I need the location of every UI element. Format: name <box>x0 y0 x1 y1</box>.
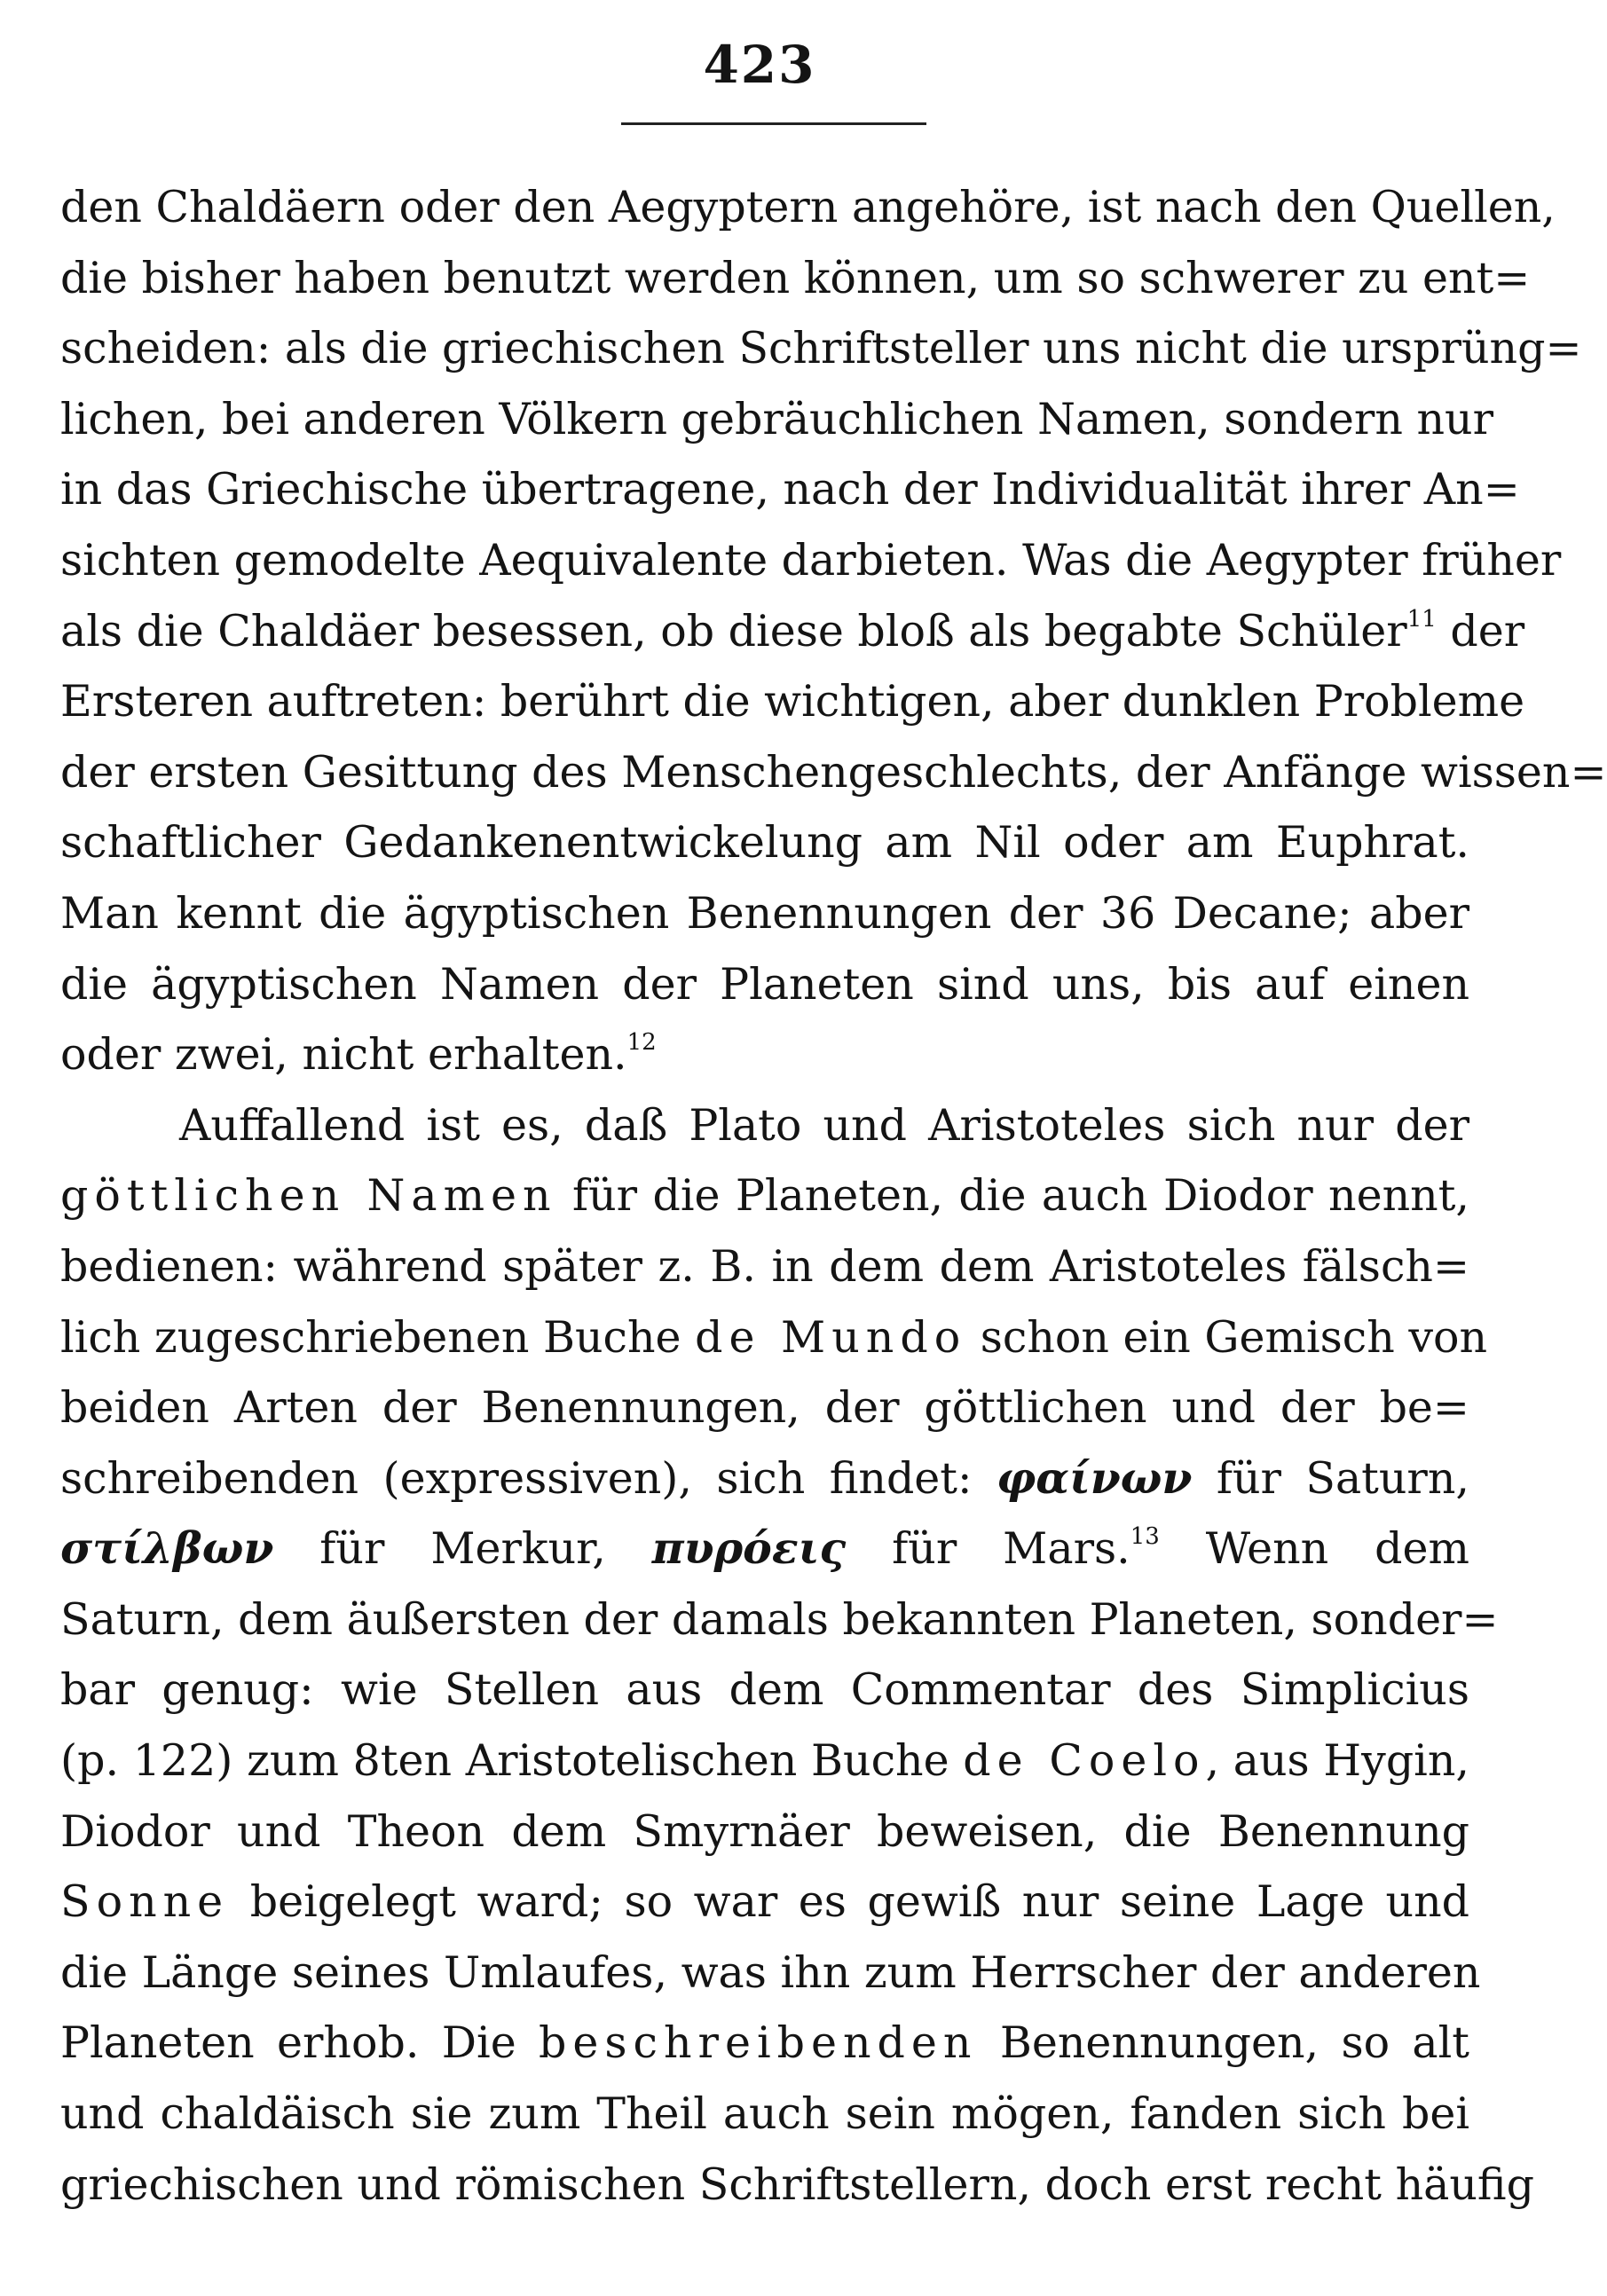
text-line <box>60 1443 1469 1514</box>
greek-term: στίλβων <box>60 1522 274 1575</box>
text-line: die Länge seines Umlaufes, was ihn zum Herrscher der anderen <box>60 1946 1481 1998</box>
text-line: in das Griechische übertragene, nach der Individualität ihrer An= <box>60 464 1520 515</box>
line-text: für die Planeten, die auch Diodor nennt, <box>556 1170 1469 1222</box>
text-line: den Chaldäern oder den Aegyptern angehöre, ist nach den Quellen, <box>60 182 1556 232</box>
paragraph-first-line: Auffallend ist es, daß Plato und Aristoteles sich nur der <box>179 1099 1469 1151</box>
text-line: Diodor und Theon dem Smyrnäer beweisen, die Benennung <box>60 1805 1469 1857</box>
header-rule <box>621 122 926 125</box>
footnote-marker: 13 <box>1130 1523 1160 1551</box>
body-text <box>60 172 1607 2220</box>
line-text: Benennungen, so alt <box>977 2017 1469 2069</box>
text-line: bar genug: wie Stellen aus dem Commentar des Simplicius <box>60 1664 1469 1716</box>
line-text: , aus Hygin, <box>1205 1735 1469 1787</box>
latin-title: de Coelo <box>963 1735 1206 1787</box>
line-text: oder zwei, nicht erhalten. <box>60 1029 627 1081</box>
line-text: beigelegt ward; so war es gewiß nur seine Lage und <box>229 1876 1469 1928</box>
text-line: Saturn, dem äußersten der damals bekannten Planeten, sonder= <box>60 1593 1499 1645</box>
greek-term: φαίνων <box>996 1451 1193 1504</box>
line-text: Planeten erhob. Die <box>60 2017 540 2069</box>
line-text: für Saturn, <box>1192 1452 1469 1504</box>
text-line: die ägyptischen Namen der Planeten sind uns, bis auf einen <box>60 958 1469 1010</box>
footnote-marker: 12 <box>626 1029 657 1057</box>
line-text: (p. 122) zum 8ten Aristotelischen Buche <box>60 1735 964 1787</box>
line-text: Wenn dem <box>1159 1523 1469 1575</box>
text-line <box>60 1302 1488 1373</box>
page-number: 423 <box>703 35 816 95</box>
line-text: für Merkur, <box>273 1523 652 1575</box>
text-line <box>60 1867 1469 1938</box>
text-line <box>60 1514 1469 1584</box>
line-text: schon ein Gemisch von <box>966 1311 1488 1363</box>
text-line: griechischen und römischen Schriftstellern, doch erst recht häufig <box>60 2158 1534 2210</box>
emphasized-text: göttlichen Namen <box>60 1170 557 1222</box>
text-line <box>60 1160 1469 1231</box>
text-line: scheiden: als die griechischen Schriftsteller uns nicht die ursprüng= <box>60 323 1582 374</box>
line-text: lich zugeschriebenen Buche <box>60 1311 696 1363</box>
text-line: lichen, bei anderen Völkern gebräuchlichen Namen, sondern nur <box>60 393 1493 444</box>
text-line: Ersteren auftreten: berührt die wichtigen, aber dunklen Probleme <box>60 676 1525 727</box>
text-line: bedienen: während später z. B. in dem dem Aristoteles fälsch= <box>60 1240 1469 1292</box>
text-line: die bisher haben benutzt werden können, um so schwerer zu ent= <box>60 252 1531 303</box>
emphasized-text: Sonne <box>60 1876 230 1928</box>
latin-title: de Mundo <box>695 1311 967 1363</box>
text-line: beiden Arten der Benennungen, der göttlichen und der be= <box>60 1382 1469 1434</box>
text-line <box>60 1019 1469 1090</box>
text-line: schaftlicher Gedankenentwickelung am Nil oder am Euphrat. <box>60 817 1469 869</box>
text-line <box>60 1726 1469 1797</box>
text-line: sichten gemodelte Aequivalente darbieten. Was die Aegypter früher <box>60 534 1562 586</box>
text-line <box>60 2008 1469 2079</box>
line-text: für Mars. <box>846 1523 1130 1575</box>
text-line: der ersten Gesittung des Menschengeschlechts, der Anfänge wissen= <box>60 746 1607 798</box>
text-line <box>60 596 1525 667</box>
text-line: und chaldäisch sie zum Theil auch sein mögen, fanden sich bei <box>60 2088 1469 2140</box>
emphasized-text: beschreibenden <box>539 2017 978 2069</box>
line-text: schreibenden (expressiven), sich findet: <box>60 1452 996 1504</box>
text-line: Man kennt die ägyptischen Benennungen der 36 Decane; aber <box>60 887 1469 939</box>
greek-term: πυρόεις <box>651 1522 847 1575</box>
footnote-marker: 11 <box>1406 605 1437 633</box>
line-text: als die Chaldäer besessen, ob diese bloß als begabte Schüler <box>60 605 1407 657</box>
line-text: der <box>1450 605 1525 657</box>
